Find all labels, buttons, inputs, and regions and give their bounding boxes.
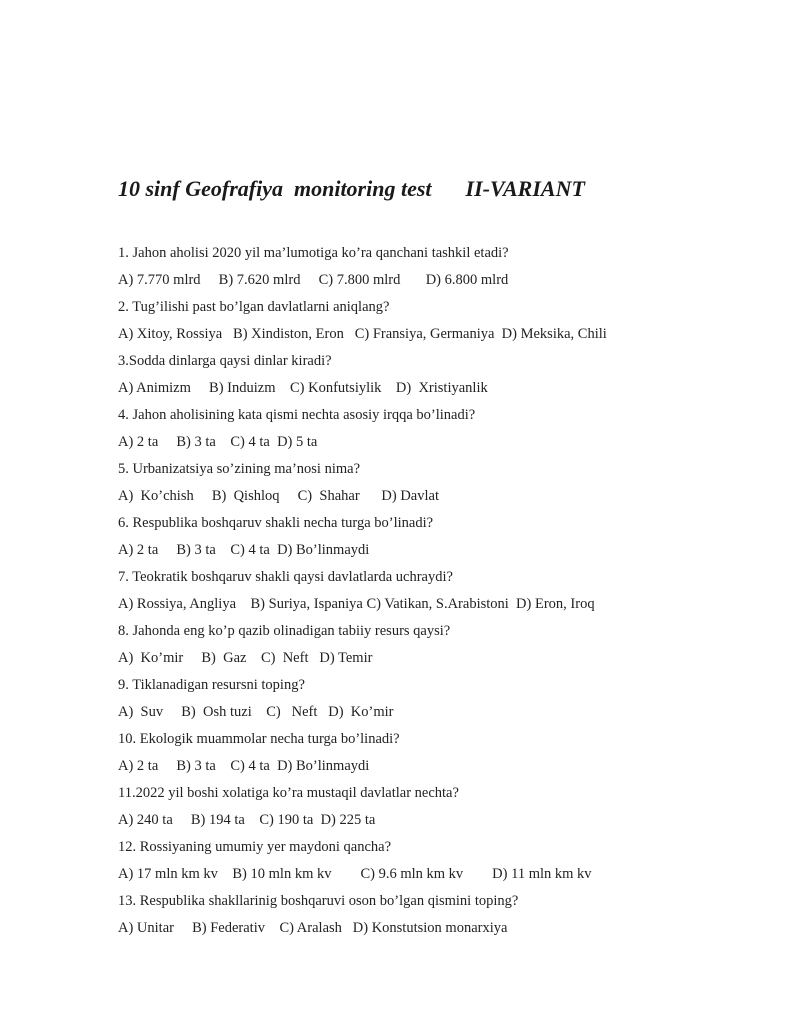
question-text: 11.2022 yil boshi xolatiga ko’ra mustaqil davlatlar nechta?	[118, 785, 459, 801]
question-text: 4. Jahon aholisining kata qismi nechta asosiy irqqa bo’linadi?	[118, 407, 476, 423]
answer-options: A) Animizm B) Induizm C) Konfutsiylik D) Xristiyanlik	[118, 380, 488, 396]
question-item	[118, 565, 778, 619]
answer-options: A) Xitoy, Rossiya B) Xindiston, Eron C) Fransiya, Germaniya D) Meksika, Chili	[118, 326, 607, 342]
question-item	[118, 295, 778, 349]
question-text: 8. Jahonda eng ko’p qazib olinadigan tabiiy resurs qaysi?	[118, 623, 451, 639]
answer-options: A) Ko’chish B) Qishloq C) Shahar D) Davlat	[118, 488, 439, 504]
question-text: 12. Rossiyaning umumiy yer maydoni qancha?	[118, 839, 392, 855]
question-item	[118, 457, 778, 511]
question-item	[118, 781, 778, 835]
question-text: 6. Respublika boshqaruv shakli necha turga bo’linadi?	[118, 515, 434, 531]
question-item	[118, 727, 778, 781]
answer-options: A) Rossiya, Angliya B) Suriya, Ispaniya C) Vatikan, S.Arabistoni D) Eron, Iroq	[118, 596, 595, 612]
question-item	[118, 403, 778, 457]
answer-options: A) 7.770 mlrd B) 7.620 mlrd C) 7.800 mlrd D) 6.800 mlrd	[118, 272, 509, 288]
question-item	[118, 835, 778, 889]
question-text: 13. Respublika shakllarinig boshqaruvi oson bo’lgan qismini toping?	[118, 893, 519, 909]
page-title	[118, 176, 585, 202]
question-list	[118, 241, 778, 943]
answer-options: A) 2 ta B) 3 ta C) 4 ta D) 5 ta	[118, 434, 318, 450]
question-text: 5. Urbanizatsiya so’zining ma’nosi nima?	[118, 461, 361, 477]
question-item	[118, 241, 778, 295]
question-text: 2. Tug’ilishi past bo’lgan davlatlarni aniqlang?	[118, 299, 390, 315]
question-item	[118, 673, 778, 727]
question-item	[118, 889, 778, 943]
title-main: 10 sinf Geofrafiya monitoring test	[118, 176, 432, 201]
answer-options: A) 17 mln km kv B) 10 mln km kv C) 9.6 mln km kv D) 11 mln km kv	[118, 866, 592, 882]
question-item	[118, 349, 778, 403]
question-text: 7. Teokratik boshqaruv shakli qaysi davlatlarda uchraydi?	[118, 569, 453, 585]
answer-options: A) Suv B) Osh tuzi C) Neft D) Ko’mir	[118, 704, 394, 720]
question-item	[118, 619, 778, 673]
answer-options: A) 2 ta B) 3 ta C) 4 ta D) Bo’linmaydi	[118, 542, 370, 558]
question-text: 9. Tiklanadigan resursni toping?	[118, 677, 305, 693]
question-text: 10. Ekologik muammolar necha turga bo’linadi?	[118, 731, 400, 747]
question-item	[118, 511, 778, 565]
answer-options: A) 240 ta B) 194 ta C) 190 ta D) 225 ta	[118, 812, 376, 828]
question-text: 3.Sodda dinlarga qaysi dinlar kiradi?	[118, 353, 332, 369]
answer-options: A) 2 ta B) 3 ta C) 4 ta D) Bo’linmaydi	[118, 758, 370, 774]
question-text: 1. Jahon aholisi 2020 yil ma’lumotiga ko’ra qanchani tashkil etadi?	[118, 245, 509, 261]
answer-options: A) Ko’mir B) Gaz C) Neft D) Temir	[118, 650, 373, 666]
answer-options: A) Unitar B) Federativ C) Aralash D) Konstutsion monarxiya	[118, 920, 508, 936]
title-variant: II-VARIANT	[465, 176, 585, 201]
